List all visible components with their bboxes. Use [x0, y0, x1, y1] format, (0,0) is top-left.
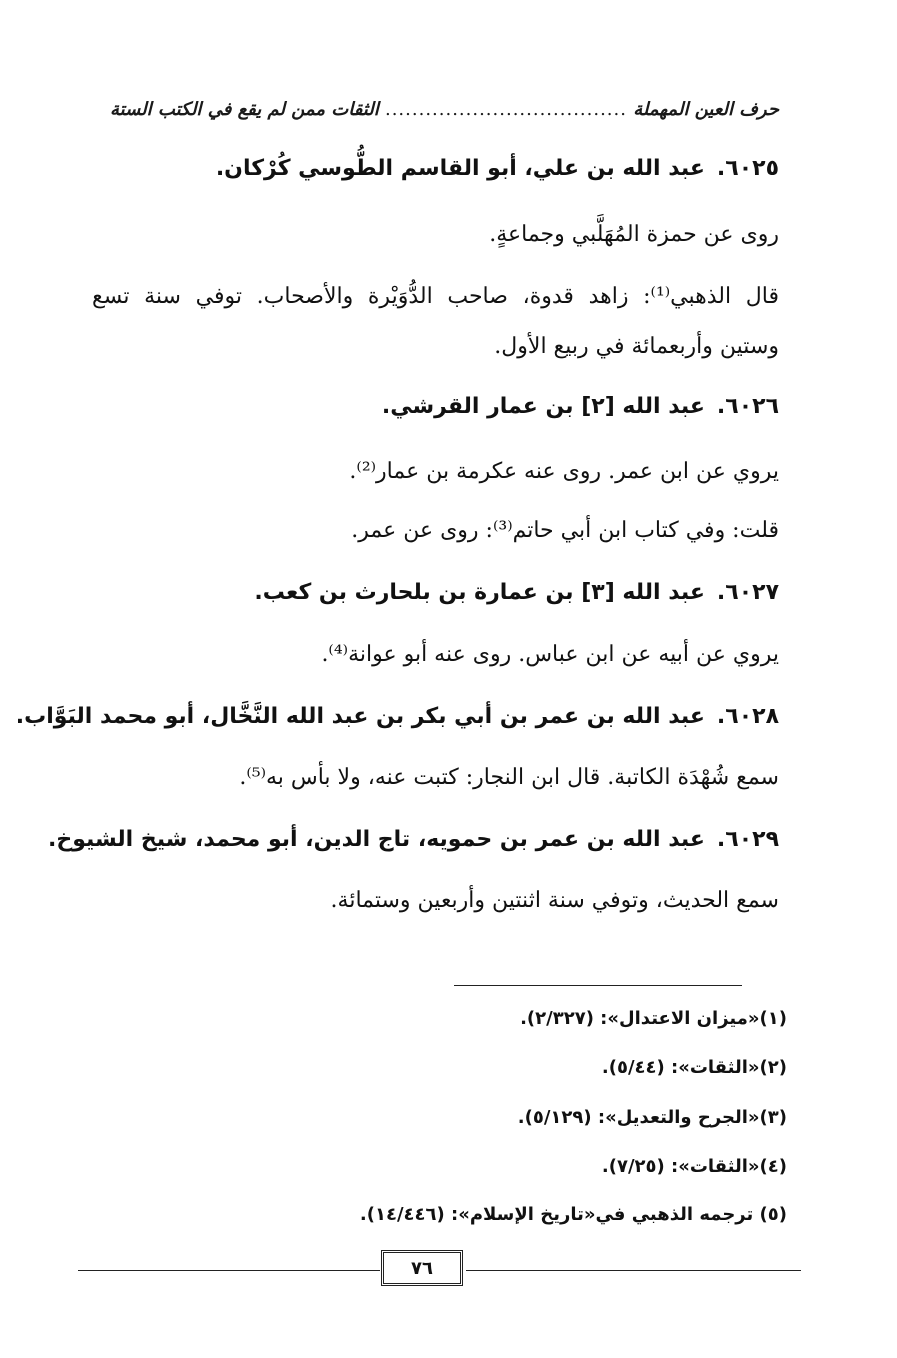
- entry-title: عبد الله [٢] بن عمار القرشي.: [381, 394, 705, 419]
- entry-text: قلت: وفي كتاب ابن أبي حاتم⁽³⁾: روى عن عمر.: [351, 518, 779, 543]
- entry-text: يروي عن أبيه عن ابن عباس. روى عنه أبو عوانة⁽⁴⁾.: [321, 642, 779, 667]
- entry-title: عبد الله بن عمر بن أبي بكر بن عبد الله النَّخَّال، أبو محمد البَوَّاب.: [15, 704, 705, 729]
- footnote: (١)«ميزان الاعتدال»: (٢/٣٢٧).: [520, 1008, 787, 1029]
- entry-text: وستين وأربعمائة في ربيع الأول.: [494, 334, 779, 359]
- footer-rule: [78, 1270, 380, 1271]
- entry-number: ٦٠٢٧.: [716, 580, 779, 605]
- entry-title: عبد الله بن علي، أبو القاسم الطُّوسي كُرْكان.: [215, 156, 705, 181]
- header-book-title: الثقات ممن لم يقع في الكتب الستة: [110, 98, 379, 120]
- entry-heading: [16, 700, 779, 734]
- entry-number: ٦٠٢٨.: [716, 704, 779, 729]
- entry-text: روى عن حمزة المُهَلَّبي وجماعةٍ.: [489, 222, 779, 247]
- entry-text: يروي عن ابن عمر. روى عنه عكرمة بن عمار⁽²⁾.: [349, 459, 779, 484]
- entry-number: ٦٠٢٩.: [716, 827, 779, 852]
- entry-title: عبد الله بن عمر بن حمويه، تاج الدين، أبو محمد، شيخ الشيوخ.: [48, 827, 705, 852]
- header-chapter: حرف العين المهملة: [633, 98, 779, 120]
- footnote: (٤)«الثقات»: (٧/٢٥).: [601, 1156, 787, 1177]
- entry-heading: [382, 390, 779, 424]
- footnote-divider: [454, 985, 742, 986]
- header-dots: ....................................: [384, 98, 627, 120]
- footnote: (٢)«الثقات»: (٥/٤٤).: [601, 1057, 787, 1078]
- page-number: ٧٦: [381, 1250, 463, 1286]
- running-header: [110, 92, 779, 126]
- entry-text: سمع شُهْدَة الكاتبة. قال ابن النجار: كتبت عنه، ولا بأس به⁽⁵⁾.: [239, 765, 779, 790]
- entry-heading: [48, 823, 779, 857]
- entry-heading: [254, 576, 779, 610]
- entry-text: سمع الحديث، وتوفي سنة اثنتين وأربعين وستمائة.: [330, 888, 779, 913]
- entry-text: قال الذهبي⁽¹⁾: زاهد قدوة، صاحب الدُّوَيْرة والأصحاب. توفي سنة تسع: [92, 284, 779, 309]
- entry-title: عبد الله [٣] بن عمارة بن بلحارث بن كعب.: [254, 580, 705, 605]
- footer-rule: [466, 1270, 801, 1271]
- footnote: (٥) ترجمه الذهبي في«تاريخ الإسلام»: (١٤/٤٤٦).: [359, 1204, 787, 1225]
- entry-heading: [216, 152, 779, 186]
- footnote: (٣)«الجرح والتعديل»: (٥/١٢٩).: [517, 1107, 787, 1128]
- entry-number: ٦٠٢٦.: [716, 394, 779, 419]
- entry-number: ٦٠٢٥.: [716, 156, 779, 181]
